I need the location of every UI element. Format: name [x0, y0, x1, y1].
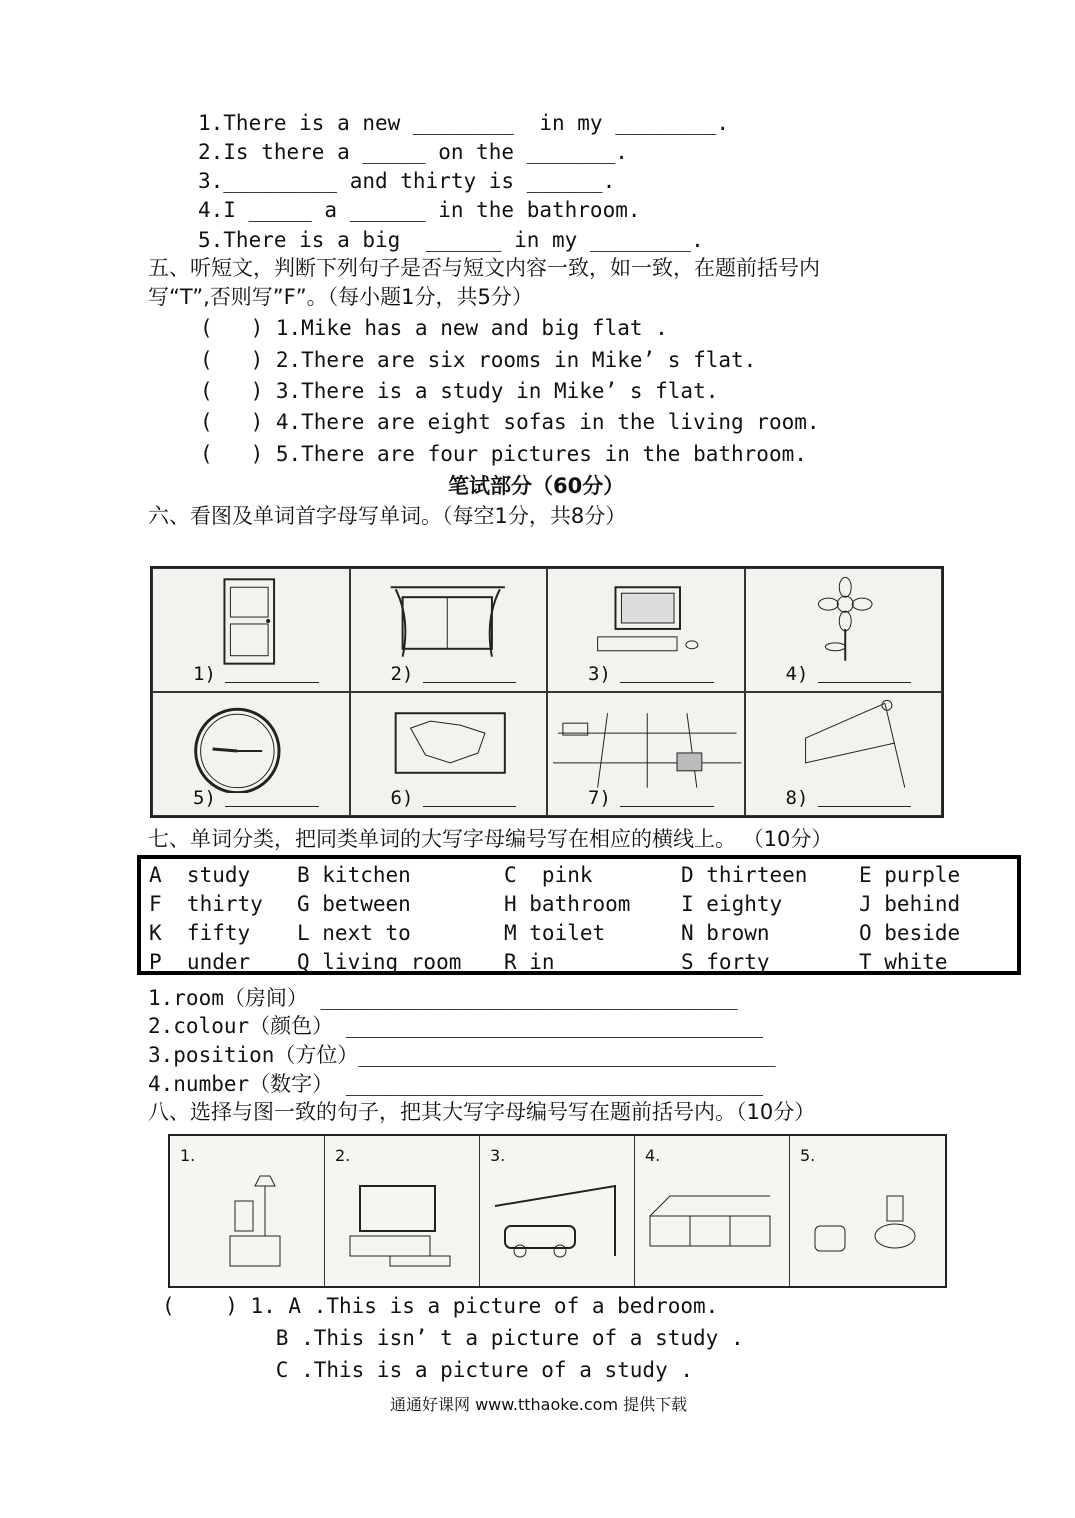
strip-number: 1.	[180, 1146, 196, 1165]
computer-icon	[548, 569, 744, 669]
word-f: F thirty	[149, 892, 263, 916]
picture-number: 8)	[785, 787, 809, 809]
strip-number: 5.	[800, 1146, 816, 1165]
strip-number: 3.	[490, 1146, 506, 1165]
picture-strip	[168, 1134, 947, 1288]
garage-car-icon	[485, 1166, 625, 1276]
clock-icon	[153, 693, 349, 793]
question-option-c: C .This is a picture of a study .	[162, 1358, 694, 1382]
category-number[interactable]: 4.number（数字） _________________________________	[148, 1072, 764, 1096]
strip-number: 2.	[335, 1146, 351, 1165]
picture-number: 4)	[785, 663, 809, 685]
picture-cell-3	[547, 568, 745, 692]
answer-blank[interactable]	[423, 682, 517, 683]
study-desk-icon	[175, 1166, 315, 1276]
section6-title: 六、看图及单词首字母写单词。（每空1分，共8分）	[148, 504, 627, 528]
picture-number: 3)	[588, 663, 611, 685]
word-e: E purple	[859, 863, 961, 887]
answer-blank[interactable]	[423, 806, 517, 807]
strip-cell-3	[480, 1136, 635, 1286]
word-bank	[137, 855, 1021, 975]
picture-cell-8	[745, 692, 943, 816]
picture-cell-2	[350, 568, 548, 692]
floor-icon	[548, 693, 744, 793]
answer-blank[interactable]	[620, 682, 714, 683]
bathroom-icon	[795, 1166, 935, 1276]
word-k: K fifty	[149, 921, 251, 945]
word-c: C pink	[504, 863, 593, 887]
tf-item-5: ( ) 5.There are four pictures in the bathroom.	[200, 442, 807, 466]
answer-blank[interactable]	[225, 682, 319, 683]
category-colour[interactable]: 2.colour（颜色） _________________________________	[148, 1014, 764, 1038]
written-heading: 笔试部分（60分）	[448, 474, 625, 498]
picture-number: 2)	[390, 663, 414, 685]
word-h: H bathroom	[504, 892, 631, 916]
picture-number: 7)	[588, 787, 611, 809]
question-line-1: ( ) 1. A .This is a picture of a bedroom.	[162, 1294, 719, 1318]
answer-blank[interactable]	[818, 682, 912, 683]
word-b: B kitchen	[297, 863, 411, 887]
word-n: N brown	[681, 921, 770, 945]
blank-sentence-4: 4.I _____ a ______ in the bathroom.	[198, 198, 641, 222]
word-g: G between	[297, 892, 411, 916]
word-a: A study	[149, 863, 251, 887]
strip-cell-5	[790, 1136, 945, 1286]
picture-cell-7	[547, 692, 745, 816]
section5-title-1: 五、听短文，判断下列句子是否与短文内容一致，如一致，在题前括号内	[148, 256, 820, 280]
blank-sentence-2: 2.Is there a _____ on the _______.	[198, 140, 628, 164]
picture-cell-1	[152, 568, 350, 692]
tf-item-4: ( ) 4.There are eight sofas in the living room.	[200, 410, 820, 434]
strip-cell-1	[170, 1136, 325, 1286]
section5-title-2: 写“T”,否则写”F”。（每小题1分，共5分）	[148, 285, 533, 309]
strip-number: 4.	[645, 1146, 661, 1165]
picture-number: 6)	[390, 787, 414, 809]
strip-cell-2	[325, 1136, 480, 1286]
computer-icon	[330, 1166, 470, 1276]
flower-icon	[746, 569, 942, 669]
word-t: T white	[859, 950, 948, 974]
door-icon	[153, 569, 349, 669]
answer-blank[interactable]	[620, 806, 714, 807]
section7-title: 七、单词分类，把同类单词的大写字母编号写在相应的横线上。 （10分）	[148, 827, 833, 851]
window-icon	[351, 569, 547, 669]
tf-item-1: ( ) 1.Mike has a new and big flat .	[200, 316, 668, 340]
word-s: S forty	[681, 950, 770, 974]
category-position[interactable]: 3.position（方位）_________________________________	[148, 1043, 776, 1067]
picture-cell-4	[745, 568, 943, 692]
tf-item-2: ( ) 2.There are six rooms in Mike’ s flat.	[200, 348, 757, 372]
blank-sentence-1: 1.There is a new ________ in my ________.	[198, 111, 730, 135]
category-room[interactable]: 1.room（房间） _________________________________	[148, 986, 738, 1010]
word-q: Q living room	[297, 950, 462, 974]
answer-blank[interactable]	[818, 806, 912, 807]
blank-sentence-5: 5.There is a big ______ in my ________.	[198, 228, 704, 252]
question-option-b: B .This isn’ t a picture of a study .	[162, 1326, 744, 1350]
blank-sentence-3: 3._________ and thirty is ______.	[198, 169, 616, 193]
tf-item-3: ( ) 3.There is a study in Mike’ s flat.	[200, 379, 719, 403]
word-r: R in	[504, 950, 555, 974]
footer-text: 通通好课网 www.tthaoke.com 提供下载	[390, 1395, 688, 1414]
word-i: I eighty	[681, 892, 783, 916]
picture-number: 1)	[193, 663, 216, 685]
picture-grid	[150, 566, 944, 818]
section8-title: 八、选择与图一致的句子，把其大写字母编号写在题前括号内。（10分）	[148, 1100, 816, 1124]
word-d: D thirteen	[681, 863, 808, 887]
word-p: P under	[149, 950, 251, 974]
word-o: O beside	[859, 921, 961, 945]
kitchen-icon	[640, 1166, 780, 1276]
map-icon	[351, 693, 547, 793]
picture-cell-5	[152, 692, 350, 816]
answer-blank[interactable]	[225, 806, 319, 807]
word-l: L next to	[297, 921, 411, 945]
wall-light-icon	[746, 693, 942, 793]
picture-cell-6	[350, 692, 548, 816]
strip-cell-4	[635, 1136, 790, 1286]
picture-number: 5)	[193, 787, 216, 809]
word-j: J behind	[859, 892, 961, 916]
word-m: M toilet	[504, 921, 606, 945]
